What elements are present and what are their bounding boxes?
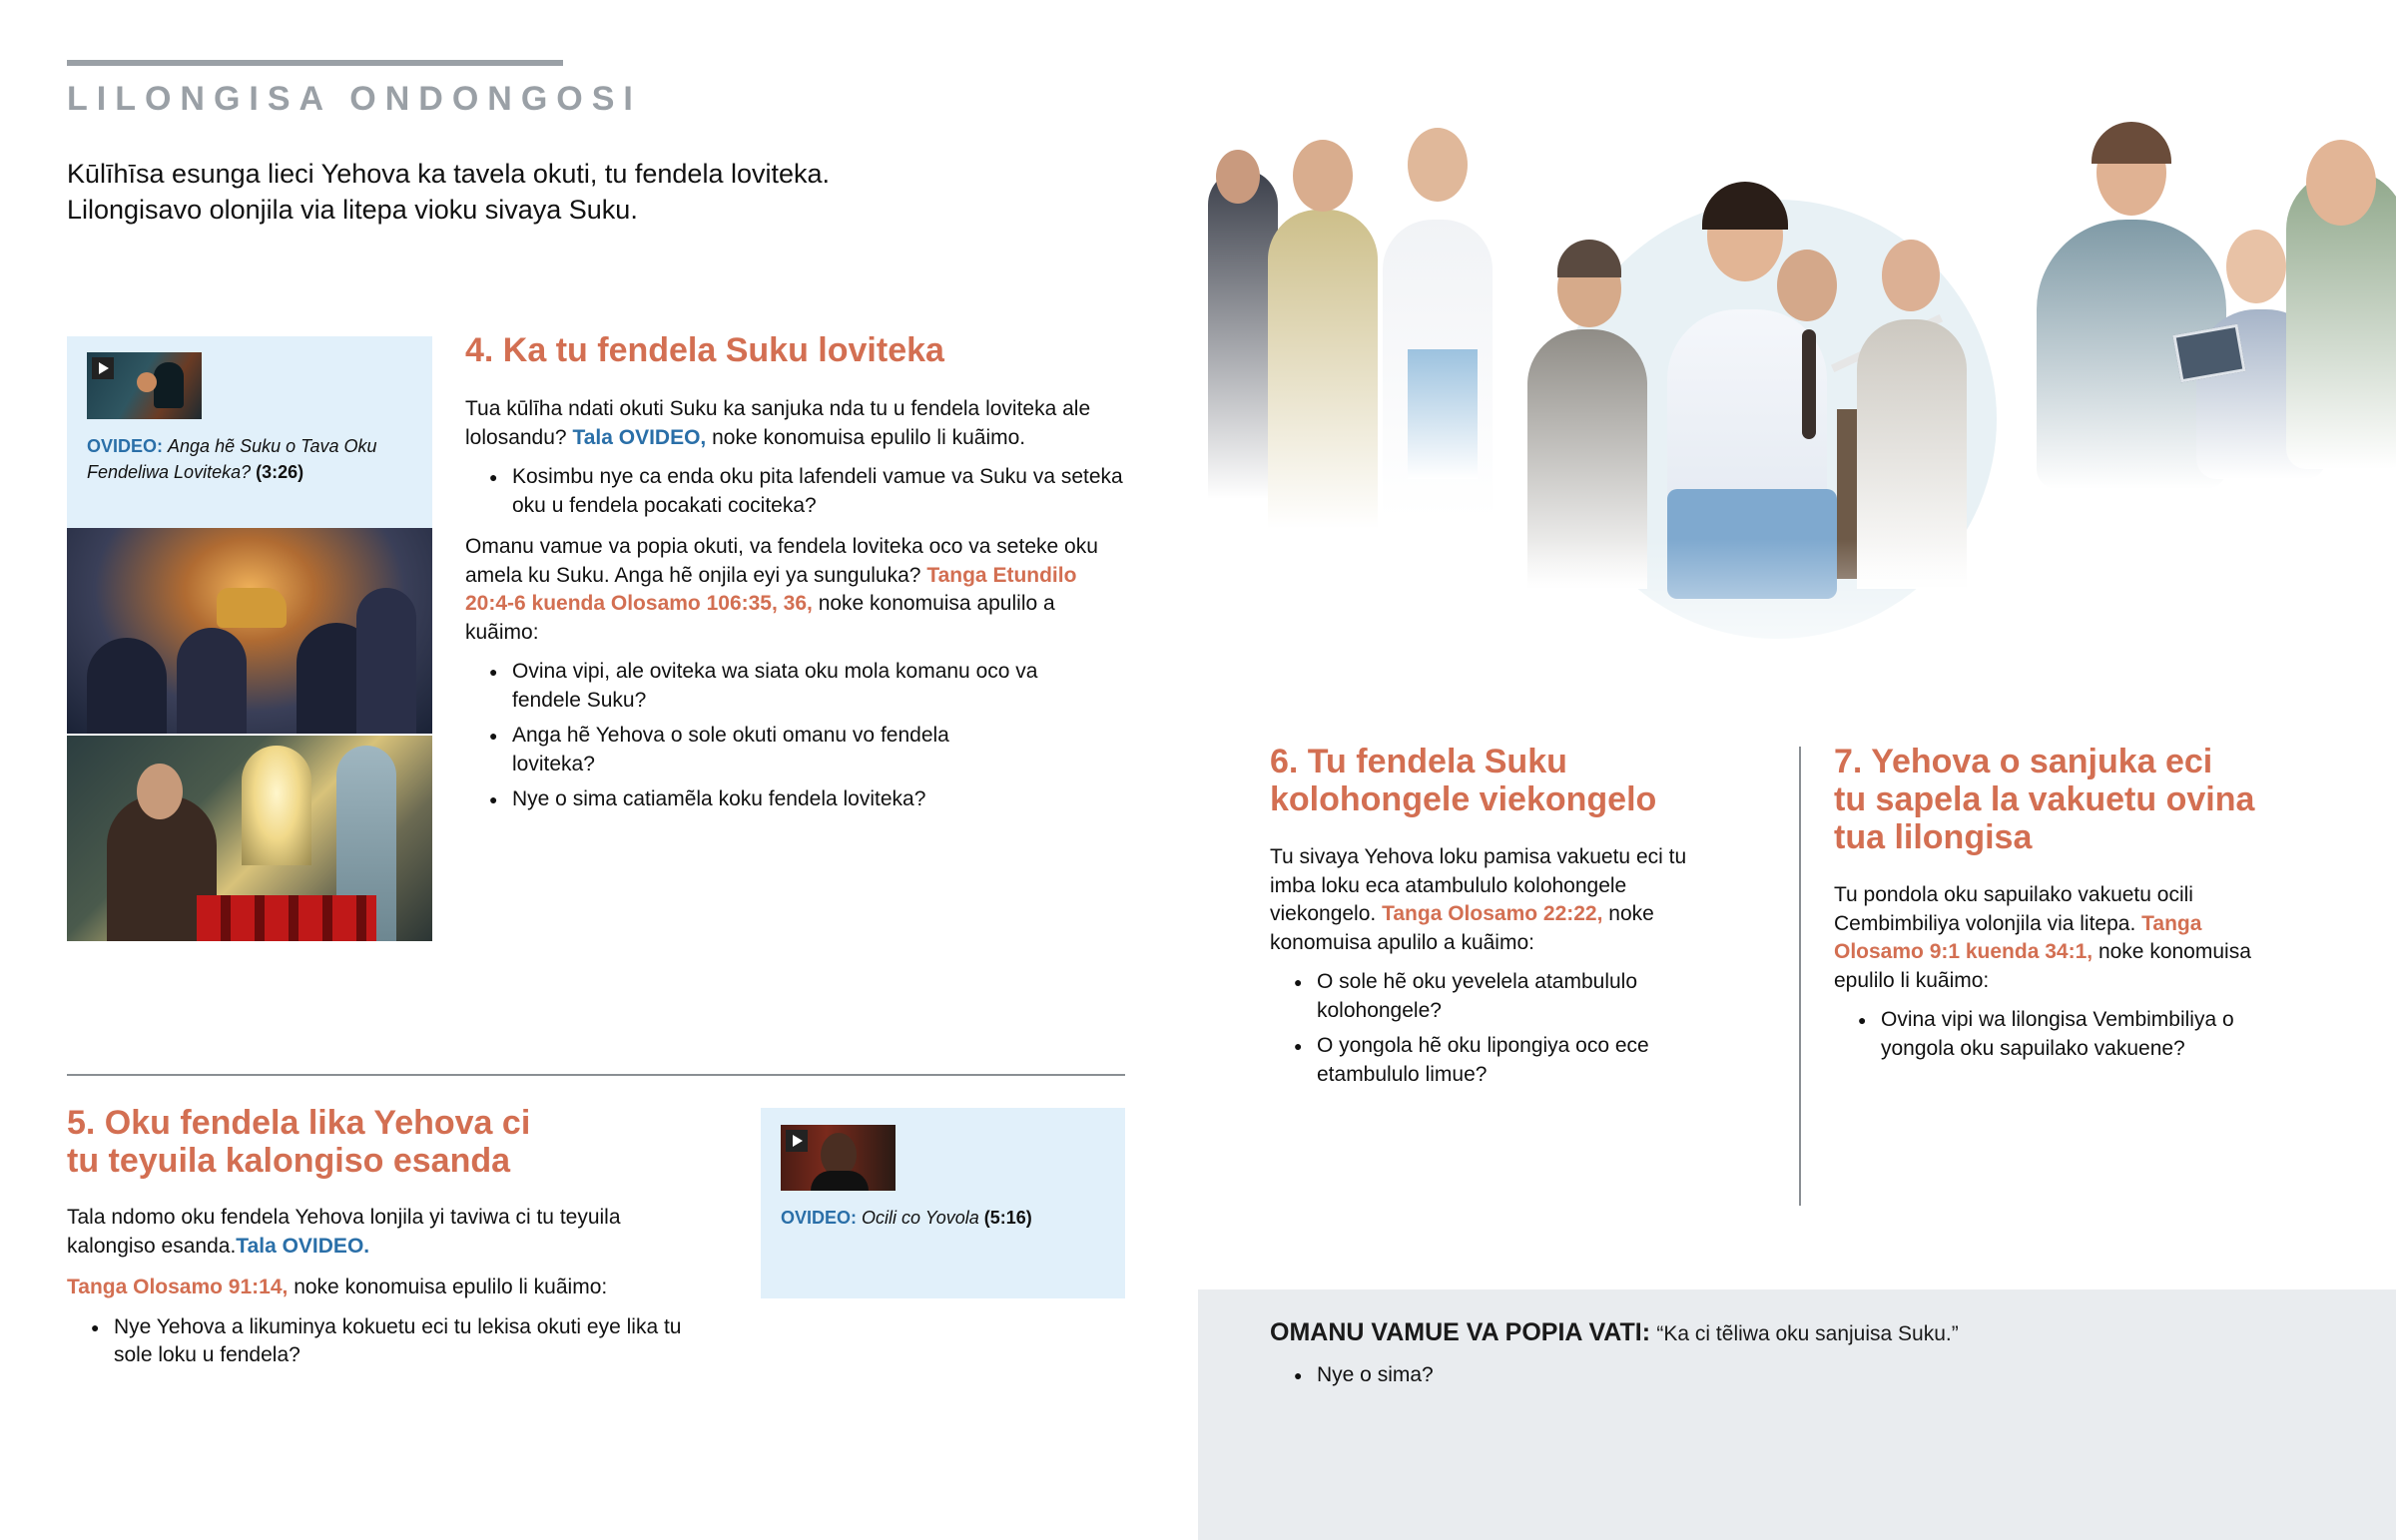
video-caption-2[interactable]: [781, 1205, 1100, 1231]
video-duration: (3:26): [256, 462, 304, 482]
video-title: Ocili co Yovola: [862, 1208, 979, 1228]
video-duration: (5:16): [983, 1208, 1032, 1228]
illustration-man-praying: [67, 736, 432, 941]
section-5-heading-line-1: 5. Oku fendela lika Yehova ci: [67, 1104, 531, 1142]
intro-line-2: Lilongisavo olonjila via litepa vioku sivaya Suku.: [67, 195, 638, 225]
objection-question-list: [1270, 1361, 1434, 1390]
section-5-question-list: [67, 1313, 686, 1370]
section-label: LILONGISA ONDONGOSI: [67, 80, 642, 118]
section-5-body: [67, 1204, 686, 1370]
watch-video-link[interactable]: Tala OVIDEO,: [572, 425, 707, 449]
scripture-reference-link[interactable]: Tanga Etundilo 20:4-6 kuenda Olosamo 106:35, 36,: [465, 563, 1077, 615]
illustration-idol-worship: [67, 528, 432, 734]
section-7-heading-line-1: 7. Yehova o sanjuka eci: [1834, 743, 2213, 780]
video-thumbnail-2[interactable]: [781, 1125, 896, 1191]
section-5-paragraph-2: Tanga Olosamo 91:14, noke konomuisa epulilo li kuãimo:: [67, 1276, 608, 1298]
play-icon[interactable]: [92, 357, 114, 379]
scripture-reference-link[interactable]: Tanga Olosamo 91:14,: [67, 1276, 289, 1298]
section-4-paragraph-1: Tua kūlīha ndati okuti Suku ka sanjuka nda tu u fendela loviteka ale lolosandu? Tala OVIDEO, noke konomuisa epulilo li kuãimo.: [465, 397, 1091, 449]
video-caption-1[interactable]: [87, 433, 406, 485]
section-7-heading-line-2: tu sapela la vakuetu ovina: [1834, 780, 2255, 818]
list-item: ● Ovina vipi wa lilongisa Vembimbiliya o yongola oku sapuilako vakuene?: [1834, 1006, 2300, 1063]
section-7-heading-line-3: tua lilongisa: [1834, 818, 2033, 856]
illustration-congregation-meeting: [1198, 110, 2396, 699]
section-divider: [67, 1074, 1125, 1076]
list-item: ● Ovina vipi, ale oviteka wa siata oku mola komanu oco va fendele Suku?: [465, 658, 1071, 715]
section-6-question-list: [1270, 968, 1709, 1089]
section-5-paragraph-1: Tala ndomo oku fendela Yehova lonjila yi taviwa ci tu teyuila kalongiso esanda.Tala OVIDEO.: [67, 1206, 621, 1258]
objection-quote: “Ka ci tẽliwa oku sanjuisa Suku.”: [1656, 1322, 1959, 1345]
intro-text: [67, 156, 1115, 228]
section-4-paragraph-2: Omanu vamue va popia okuti, va fendela loviteka oco va seteke oku amela ku Suku. Anga hẽ onjila eyi ya sunguluka? Tanga Etundilo 20:4-6 kuenda Olosamo 106:35, 36, noke konomuisa apulilo a kuãimo:: [465, 535, 1098, 644]
video-card-2[interactable]: [761, 1108, 1125, 1298]
section-6-body: [1270, 843, 1709, 1089]
list-item: ● Nye o sima catiamẽla koku fendela loviteka?: [465, 785, 1124, 814]
objection-line: [1270, 1317, 2348, 1349]
section-top-bar: [67, 60, 563, 66]
section-7-question-list: [1834, 1006, 2293, 1063]
section-5-heading-line-2: tu teyuila kalongiso esanda: [67, 1142, 511, 1180]
video-thumbnail-1[interactable]: [87, 352, 202, 419]
scripture-reference-link[interactable]: Tanga Olosamo 22:22,: [1382, 902, 1603, 925]
list-item: ● Nye Yehova a likuminya kokuetu eci tu lekisa okuti eye lika tu sole loku u fendela?: [67, 1313, 693, 1370]
section-6-paragraph-1: Tu sivaya Yehova loku pamisa vakuetu eci tu imba loku eca atambululo kolohongele viekongelo. Tanga Olosamo 22:22, noke konomuisa apulilo a kuãimo:: [1270, 845, 1687, 954]
video-label: OVIDEO:: [87, 436, 164, 456]
section-4-question-list-1: [465, 463, 1124, 520]
intro-line-1: Kūlīhīsa esunga lieci Yehova ka tavela okuti, tu fendela loviteka.: [67, 159, 831, 189]
list-item: ● O sole hẽ oku yevelela atambululo kolohongele?: [1270, 968, 1716, 1025]
video-title: Anga hẽ Suku o Tava Oku Fendeliwa Loviteka?: [87, 436, 377, 482]
objection-box: [1198, 1289, 2396, 1540]
section-4-heading: 4. Ka tu fendela Suku loviteka: [465, 331, 944, 369]
column-divider: [1799, 747, 1801, 1206]
section-6-heading-line-2: kolohongele viekongelo: [1270, 780, 1657, 818]
list-item: ● Kosimbu nye ca enda oku pita lafendeli vamue va Suku va seteka oku u fendela pocakati cociteka?: [465, 463, 1124, 520]
section-7-heading: [1834, 743, 2254, 856]
list-item: ● Anga hẽ Yehova o sole okuti omanu vo fendela loviteka?: [465, 722, 1031, 778]
watch-video-link[interactable]: Tala OVIDEO.: [236, 1234, 370, 1258]
section-7-paragraph-1: Tu pondola oku sapuilako vakuetu ocili Cembimbiliya volonjila via litepa. Tanga Olosamo 9:1 kuenda 34:1, noke konomuisa epulilo li kuãimo:: [1834, 883, 2251, 992]
list-item: ● O yongola hẽ oku lipongiya oco ece etambululo limue?: [1270, 1032, 1736, 1089]
section-7-body: [1834, 881, 2293, 1063]
video-label: OVIDEO:: [781, 1208, 858, 1228]
scripture-reference-link[interactable]: Tanga Olosamo 9:1 kuenda 34:1,: [1834, 911, 2202, 963]
section-6-heading-line-1: 6. Tu fendela Suku: [1270, 743, 1567, 780]
section-5-heading: [67, 1104, 530, 1180]
section-4-question-list-2: [465, 658, 1124, 814]
section-6-heading: [1270, 743, 1656, 818]
play-icon[interactable]: [786, 1130, 808, 1152]
video-card-1[interactable]: [67, 336, 432, 528]
objection-label: OMANU VAMUE VA POPIA VATI:: [1270, 1318, 1651, 1346]
list-item: ● Nye o sima?: [1270, 1361, 1434, 1390]
section-4-body: [465, 395, 1124, 814]
